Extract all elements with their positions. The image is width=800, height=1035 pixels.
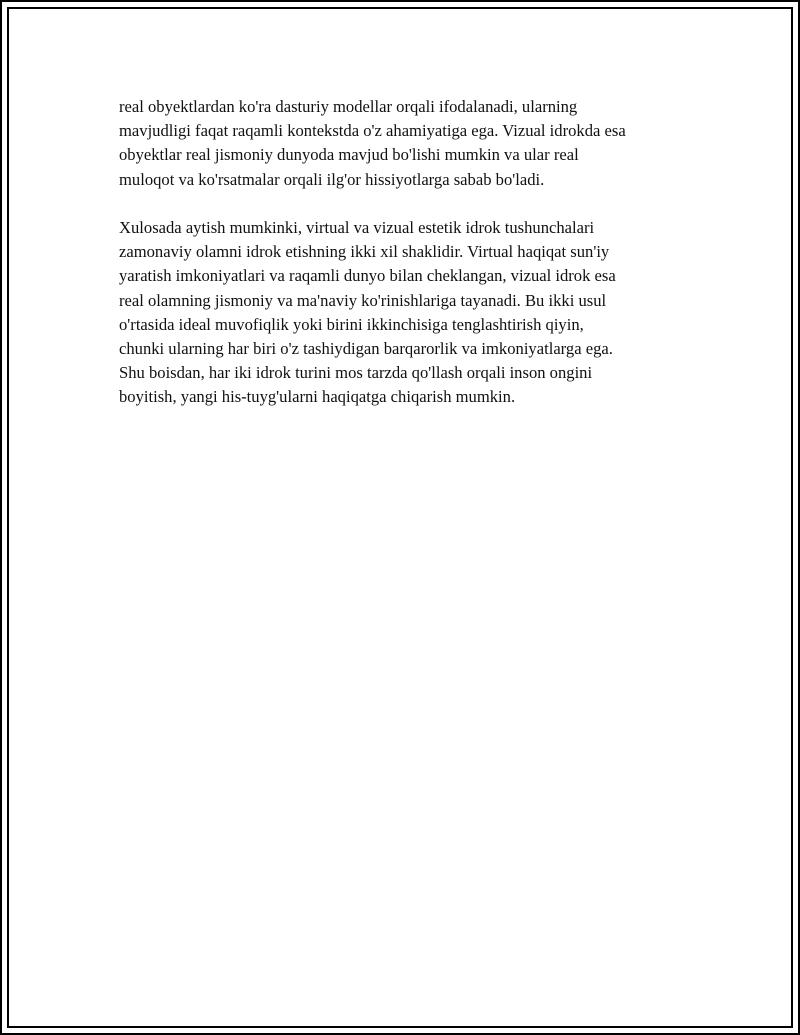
paragraph-line: Xulosada aytish mumkinki, virtual va vizual estetik idrok tushunchalari xyxy=(119,218,595,237)
paragraph-line: muloqot va ko'rsatmalar orqali ilg'or hissiyotlarga sabab bo'ladi. xyxy=(119,169,545,189)
paragraph-line: real obyektlardan ko'ra dasturiy modellar orqali ifodalanadi, ularning xyxy=(119,97,578,116)
paragraph-1 xyxy=(119,95,699,192)
paragraph-line: yaratish imkoniyatlari va raqamli dunyo bilan cheklangan, vizual idrok esa xyxy=(119,266,616,286)
document-body xyxy=(119,95,699,410)
paragraph-line: o'rtasida ideal muvofiqlik yoki birini ikkinchisiga tenglashtirish qiyin, xyxy=(119,314,584,334)
paragraph-line: boyitish, yangi his-tuyg'ularni haqiqatga chiqarish mumkin. xyxy=(119,387,516,407)
paragraph-line: chunki ularning har biri o'z tashiydigan barqarorlik va imkoniyatlarga ega. xyxy=(119,339,613,359)
paragraph-line: mavjudligi faqat raqamli kontekstda o'z ahamiyatiga ega. Vizual idrokda esa xyxy=(119,121,626,141)
paragraph-line: obyektlar real jismoniy dunyoda mavjud bo'lishi mumkin va ular real xyxy=(119,145,579,165)
paragraph-line: zamonaviy olamni idrok etishning ikki xil shaklidir. Virtual haqiqat sun'iy xyxy=(119,242,610,262)
paragraph-line: real olamning jismoniy va ma'naviy ko'rinishlariga tayanadi. Bu ikki usul xyxy=(119,290,607,310)
paragraph-2 xyxy=(119,216,699,410)
paragraph-line: Shu boisdan, har iki idrok turini mos tarzda qo'llash orqali inson ongini xyxy=(119,363,593,383)
